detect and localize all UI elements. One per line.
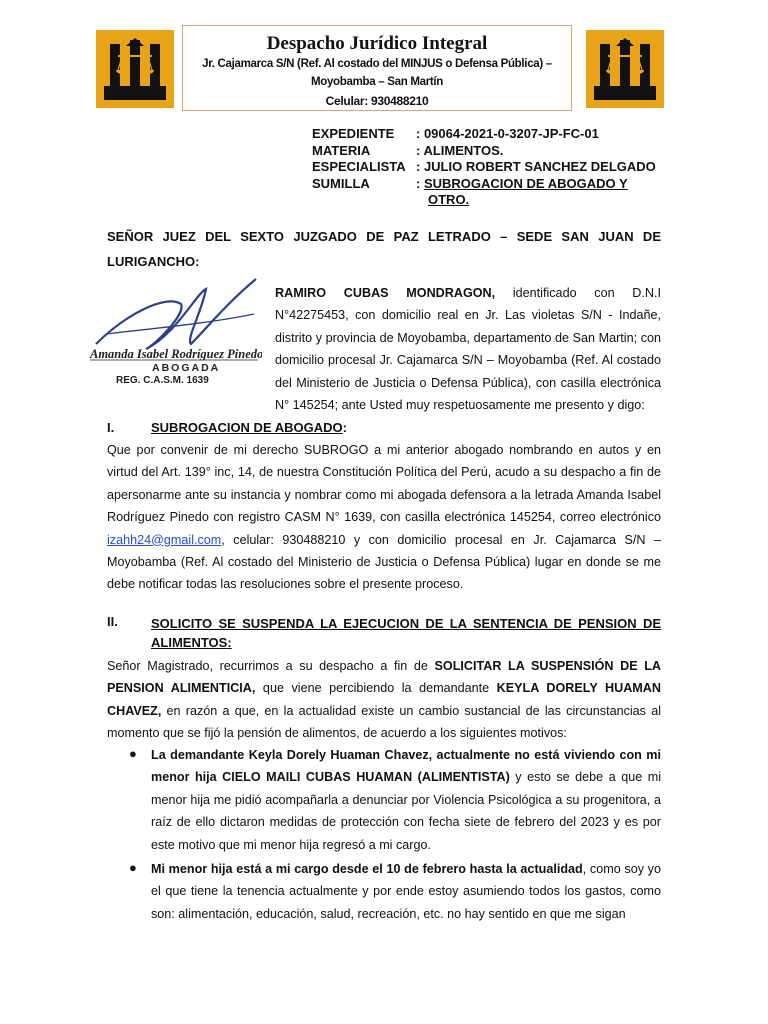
meta-row-expediente: EXPEDIENTE : 09064-2021-0-3207-JP-FC-01: [312, 126, 599, 141]
signature-scribble-icon: [86, 274, 262, 394]
intro-paragraph: [275, 282, 661, 416]
bullet-item: La demandante Keyla Dorely Huaman Chavez, actualmente no está viviendo con mi menor hija CIELO MAILI CUBAS HUAMAN (ALIMENTISTA) y esto se debe a que mi menor hija me pidió acompañarla a denunciar por Violencia Psicológica a su progenitora, a raíz de ello dictaron medidas de protección con fecha siete de febrero del 2023 y es por este motivo que mi menor hija regresó a mi cargo.: [151, 748, 661, 852]
firm-logo-left: [96, 30, 174, 108]
section1-heading: SUBROGACION DE ABOGADO:: [151, 420, 347, 435]
scales-of-justice-icon: [96, 30, 174, 108]
addressee-line: SEÑOR JUEZ DEL SEXTO JUZGADO DE PAZ LETRADO – SEDE SAN JUAN DE LURIGANCHO:: [107, 229, 661, 269]
bullet-item: Mi menor hija está a mi cargo desde el 10 de febrero hasta la actualidad, como soy yo el que tiene la tenencia actualmente y por ende estoy asumiendo todos los gastos, como son: alimentación, educación, salud, recreación, etc. no hay sentido en que me sigan: [151, 862, 661, 921]
bullet-dot-icon: ●: [129, 860, 137, 875]
scales-of-justice-icon: [586, 30, 664, 108]
firm-phone: Celular: 930488210: [325, 94, 429, 108]
meta-row-materia: MATERIA : ALIMENTOS.: [312, 142, 504, 158]
section2-number: II.: [107, 614, 118, 629]
signature-name: Amanda Isabel Rodríguez Pinedo: [90, 347, 262, 361]
case-metadata: [312, 126, 656, 209]
section1-title: SUBROGACION DE ABOGADO: [151, 420, 343, 435]
section1-paragraph: Que por convenir de mi derecho SUBROGO a mi anterior abogado nombrando en autos y en virtud del Art. 139° inc, 14, de nuestra Constitución Política del Perú, acudo a su despacho a fin de apersonarme ante su instancia y nombrar como mi abogada defensora a la letrada Amanda Isabel Rodríguez Pinedo con registro CASM N° 1639, con casilla electrónica 145254, correo electrónico izahh24@gmail.com, celular: 930488210 y con domicilio procesal en Jr. Cajamarca S/N – Moyobamba (Ref. Al costado del Ministerio de Justicia o Defensa Pública) lugar en donde se me debe notificar todas las resoluciones sobre el presente proceso.: [107, 443, 661, 592]
section2-heading: SOLICITO SE SUSPENDA LA EJECUCION DE LA SENTENCIA DE PENSION DE ALIMENTOS:: [151, 616, 661, 650]
firm-address-line1: Jr. Cajamarca S/N (Ref. Al costado del MINJUS o Defensa Pública) –: [202, 58, 552, 70]
firm-address-line2: Moyobamba – San Martín: [310, 76, 444, 88]
signature-registration: REG. C.A.S.M. 1639: [116, 375, 209, 386]
petitioner-name: RAMIRO CUBAS MONDRAGON,: [275, 286, 496, 300]
section2-paragraph: Señor Magistrado, recurrimos a su despacho a fin de SOLICITAR LA SUSPENSIÓN DE LA PENSION ALIMENTICIA, que viene percibiendo la demandante KEYLA DORELY HUAMAN CHAVEZ, en razón a que, en la actualidad existe un cambio sustancial de las circunstancias al momento que se fijó la pensión de alimentos, de acuerdo a los siguientes motivos:: [107, 659, 661, 741]
intro-text: identificado con D.N.I N°42275453, con domicilio real en Jr. Las violetas S/N - Indañe, distrito y provincia de Moyobamba, departamento de San Martin; con domicilio procesal Jr. Cajamarca S/N – Moyobamba (Ref. Al costado del Ministerio de Justicia o Defensa Pública), con casilla electrónica N° 145254; ante Usted muy respetuosamente me presento y digo:: [275, 286, 661, 413]
firm-logo-right: [586, 30, 664, 108]
lawyer-signature-stamp: [86, 274, 262, 394]
section2-title: SOLICITO SE SUSPENDA LA EJECUCION DE LA SENTENCIA DE PENSION DE ALIMENTOS: [151, 616, 661, 650]
bullet-dot-icon: ●: [129, 746, 137, 761]
firm-name: Despacho Jurídico Integral: [266, 33, 488, 54]
signature-role: ABOGADA: [152, 362, 221, 374]
meta-row-especialista: ESPECIALISTA : JULIO ROBERT SANCHEZ DELGADO: [312, 159, 656, 174]
email-link[interactable]: izahh24@gmail.com: [107, 532, 222, 547]
section1-number: I.: [107, 420, 115, 435]
meta-row-sumilla: SUMILLA : SUBROGACION DE ABOGADO Y OTRO.: [312, 175, 628, 207]
